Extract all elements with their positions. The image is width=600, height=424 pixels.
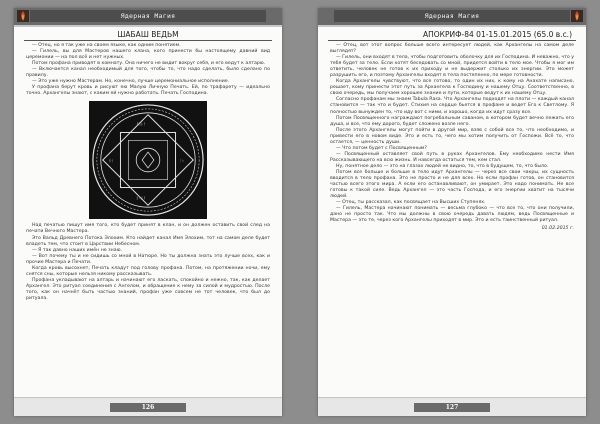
section-title: АПОКРИФ-84 01-15.01.2015 (65.0 в.с.)	[422, 30, 572, 39]
paragraph: Это Вальд Древнего Потока Элохим. Кто найдет канал Имя Элохим, тот на самом деле будет владеть тем, что стоит в Царствии Небесном.	[26, 235, 270, 247]
paragraph: — Это уже нужно Мастерам. Но, конечно, лучше церемониальное исполнение.	[32, 79, 230, 85]
right-text	[318, 43, 586, 232]
paragraph: Ну, понятное дело — это на глазах людей не видно, то, что в будущем, то, что было.	[336, 163, 549, 169]
flame-logo-icon	[571, 10, 583, 22]
book-title: Ядерная Магия	[30, 10, 266, 22]
paragraph: — Включается канал необходимый для того, чтобы то, что надо сделать, было сделано по правилу.	[26, 67, 270, 79]
page-footer	[14, 397, 282, 416]
paragraph: — Что потом будет с Посвященным?	[336, 145, 427, 151]
paragraph: — Отец, вот этот вопрос больше всего интересует людей, как Архангелы на самом деле выглядят?	[330, 43, 574, 55]
paragraph: Потом все больше и больше в тело идут Архангелы — через все свои чакры, их сущность вводится в тело профана. Это не просто и не для всех. Но если профан готов, он становится частью всего этого мира. А если его останавливают, он умирает. Это надо понимать. Не все готовы к такой силе. Ведь Архангел — это часть Господа, и его энергии хватит на тысячи людей.	[330, 169, 574, 200]
right-page	[318, 8, 586, 416]
svg-text:ᛁᛃ: ᛁᛃ	[179, 158, 185, 164]
flame-logo-icon	[17, 10, 29, 22]
paragraph: — Я так давно наших имён не знаю.	[32, 247, 123, 253]
page-number: 126	[110, 403, 186, 412]
paragraph: — Гилель, вы для Мастеров нашего клана, кого принести бы настоящему давний вид церемонии — на пол всё и нет нужных.	[26, 49, 270, 61]
entry-date: 01.02.2015 г.	[541, 226, 574, 232]
svg-text:ᚺᚾ: ᚺᚾ	[108, 158, 114, 164]
paragraph: Согласно профанам мы знаем Tabula Rasa. Что Архангелы подходят на плоти — каждый канал становится — так что и будет. Стихия на сердце бьется в профане и ведет Его к Светлому. Я полностью вынужден то, что иду вот с ними, и хорошо, когда их идут сразу все.	[330, 97, 574, 115]
paragraph: Профана укладывают на алтарь и начинают его ласкать, спокойно и нежно, так, как делает Архангел. Это ритуал соединения с Ангелом, и обращение к нему за силой и мудростью. После того, как он начнёт быть частью знаний, профан уже совсем не тот человек, что был до ритуала.	[26, 277, 270, 301]
paragraph: — Посвященный оставляет свой путь в руках Архангелов. Ему необходимо нести Имя Рассказывающего на всю жизнь. И навсегда остаться тем, кем стал.	[330, 151, 574, 163]
page-header	[14, 8, 282, 27]
paragraph: — Отец, ты рассказал, как посвящает на Высших Ступенях.	[336, 200, 486, 206]
paragraph: Потом профана приводят в комнату. Она ничего не видит вокруг себя, и его ведут к алтарю.	[32, 61, 266, 67]
section-title: ШАБАШ ВЕДЬМ	[117, 30, 179, 39]
paragraph: — Отец, но я так уже на своем языке, как одним понятием.	[32, 43, 181, 48]
seal-image	[89, 101, 207, 219]
book-title: Ядерная Магия	[334, 10, 570, 22]
page-footer	[318, 397, 586, 416]
svg-text:ᚠᚢᚦᚨ: ᚠᚢᚦᚨ	[136, 122, 146, 128]
page-number: 127	[414, 403, 490, 412]
paragraph: После этого Архангелы могут пойти в другой мир, взяв с собой все то, что необходимо, и привести его в новом виде. Это и есть то, чего мы хотим получить от Госпожи. Всё то, что остается, — ценность души.	[330, 127, 574, 145]
paragraph: У профана берут кровь и рисуют ею Малую Личную Печать. Ей, по трафарету — идеально точно. Архангелы знают, с каким ей нужно работать. Печать Господина.	[26, 85, 270, 97]
left-text	[14, 43, 282, 302]
paragraph: Потом Посвященного награждают погребальным саваном, в котором будет вечно лежать его душа, и все, что ему дорого, будет сложено возле него.	[330, 115, 574, 127]
page-header	[318, 8, 586, 27]
svg-text:ᚱᚲᚷᚹ: ᚱᚲᚷᚹ	[136, 195, 146, 201]
title-divider	[328, 40, 576, 41]
paragraph: — Вот почему ты и не сидишь со мной в Натюре. Но ты должна знать это лучше всех, как и прочие Мастера и Печати.	[26, 253, 270, 265]
paragraph: Над печатью пишут имя того, кто будет принят в клан, и он должен оставить свой след на печати Вечного Мастера.	[26, 223, 270, 235]
paragraph: Когда кровь высохнет, Печать кладут под голову профана. Потом, на протяжении ночи, ему снятся сны, которые нельзя никому рассказывать.	[26, 265, 270, 277]
paragraph: — Гилель, они входят в тела, чтобы подготовить оболочку для их Господина. И неважно, что у тебя будет за тело. Если хотят беседовать со мной, придется войти в тело мое. Чтобы я мог им ответить, человек не готов к их приходу и не выдержит столько их энергии. Это может разрушить его, и поэтому Архангелы входят в тела постепенно, по мере готовности.	[330, 55, 574, 79]
title-divider	[24, 40, 272, 41]
paragraph: — Гилель, Мастера начинают понимать — весьма глубоко — что все то, что они получили, дано не просто так. Что мы должны в свою очередь давать людям, ведь Посвященные и Мастера — это те, через кого Архангелы приходят в мир. Это и есть таинственный ритуал.	[330, 206, 574, 224]
left-page	[14, 8, 282, 416]
paragraph: Когда Архангелы чувствуют, что все готово, то один их них, к кому на Анахате написано, решает, кому принести этот путь за Архангела к Господину и нашему Отцу. Соответственно, в свою очередь, мы получаем хорошее знание и пути, которые ведут к их нашему Отцу.	[330, 79, 574, 97]
